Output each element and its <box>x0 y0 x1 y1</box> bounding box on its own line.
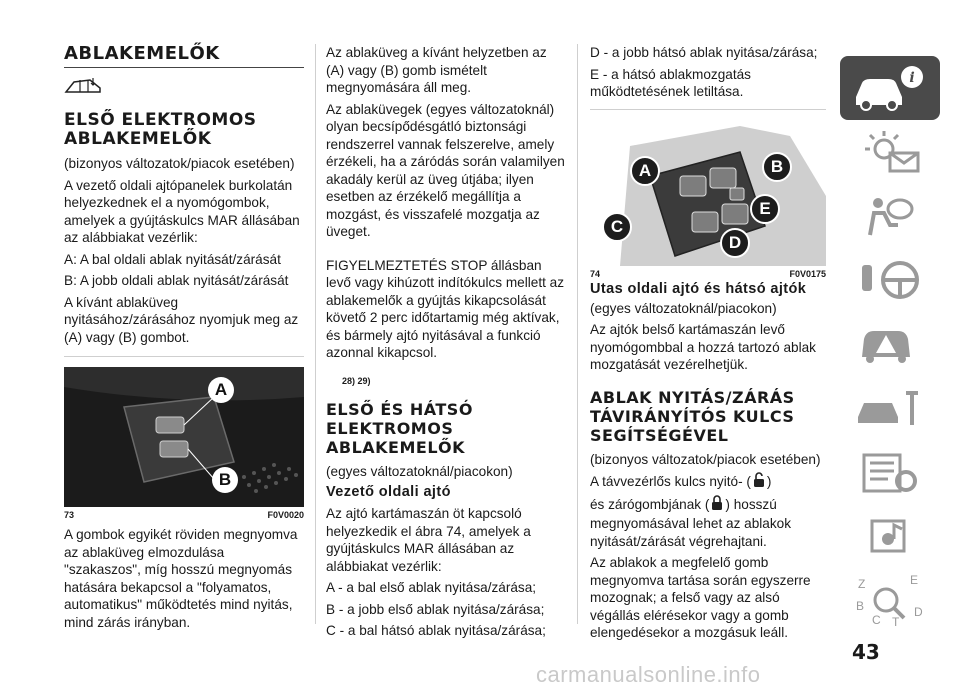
figure-74-image <box>590 116 826 266</box>
steering-wheel-icon <box>848 255 932 305</box>
heading-rule <box>64 67 304 68</box>
paragraph <box>590 495 826 551</box>
sidebar-item-emergency[interactable] <box>840 312 940 376</box>
index-letter: D <box>914 605 923 619</box>
text-fragment: ) <box>766 473 772 489</box>
text-fragment: és zárógombjának ( <box>590 496 710 512</box>
car-info-icon <box>848 63 932 113</box>
windows-icon <box>64 76 304 101</box>
column-divider <box>315 44 316 624</box>
text-fragment: A távvezérlős kulcs nyitó- ( <box>590 473 751 489</box>
section-heading-remote: ABLAK NYITÁS/ZÁRÁS TÁVIRÁNYÍTÓS KULCS SEGÍTSÉGÉVEL <box>590 387 795 445</box>
paragraph: Az ablaküvegek (egyes változatoknál) olyan becsípődésgátló biztonsági rendszerrel vannak felszerelve, amely érzékeli, ha a záródás során valamilyen akadály kerül az üveg útjába; ilyen esetben az érzékelő megállítja a mozgást, és visszafelé mozgatja az üveget. <box>326 101 565 239</box>
sidebar-item-starting[interactable] <box>840 248 940 312</box>
sidebar-item-index[interactable] <box>840 568 940 632</box>
section-heading-front-rear: ELSŐ ÉS HÁTSÓ ELEKTROMOS ABLAKEMELŐK <box>326 399 473 457</box>
paragraph: Az ajtó kartámaszán öt kapcsoló helyezkedik el ábra 74, amelyek a gyújtáskulcs MAR állásában az alábbiakat vezérlik: <box>326 506 531 574</box>
multimedia-icon <box>848 511 932 561</box>
paragraph: A vezető oldali ajtópanelek burkolatán helyezkednek el a nyomógombok, amelyek a gyújtáskulcs MAR állásában az alábbiakat vezérlik: <box>64 177 300 245</box>
sidebar-item-maintenance[interactable] <box>840 376 940 440</box>
sidebar-item-dashboard[interactable] <box>840 120 940 184</box>
airbag-safety-icon <box>848 191 932 241</box>
figure-caption <box>64 510 304 520</box>
page-number: 43 <box>852 640 880 664</box>
figure-number: 74 <box>590 268 601 279</box>
paragraph: (egyes változatoknál/piacokon) <box>326 463 513 479</box>
paragraph: A gombok egyikét röviden megnyomva az ablaküveg elmozdulása "szakaszos", míg hosszú megnyomás hatására bekapcsol a "folyamatos, automatikus" működtetés mind nyitás, mind zárás irányban. <box>64 527 298 630</box>
figure-caption <box>590 269 826 279</box>
technical-data-icon <box>848 447 932 497</box>
figure-73-image <box>64 367 304 507</box>
paragraph: B: A jobb oldali ablak nyitását/zárását <box>64 273 289 288</box>
index-letter: Z <box>858 577 866 591</box>
paragraph: B - a jobb első ablak nyitása/zárása; <box>326 601 545 617</box>
column-divider <box>577 44 578 624</box>
paragraph: E - a hátsó ablakmozgatás működtetésének letiltása. <box>590 66 751 99</box>
callout-b: B <box>212 467 238 493</box>
figure-divider <box>590 109 826 110</box>
paragraph: C - a bal hátsó ablak nyitása/zárása; <box>326 623 546 638</box>
dashboard-lights-icon <box>848 127 932 177</box>
index-letter: E <box>910 573 919 587</box>
warning-triangle-car-icon <box>848 319 932 369</box>
car-wrench-icon <box>848 383 932 433</box>
index-letter: B <box>856 599 865 613</box>
callout-e: E <box>750 194 780 224</box>
figure-code: F0V0175 <box>789 268 826 279</box>
figure-code: F0V0020 <box>267 510 304 520</box>
chapter-sidebar <box>840 56 940 632</box>
sidebar-item-multimedia[interactable] <box>840 504 940 568</box>
chapter-heading: ABLAKEMELŐK <box>64 43 220 64</box>
column-1 <box>64 44 304 635</box>
paragraph: Az ablaküveg a kívánt helyzetben az (A) vagy (B) gomb ismételt megnyomására áll meg. <box>326 45 547 95</box>
paragraph: A: A bal oldali ablak nyitását/zárását <box>64 251 281 267</box>
svg-text:i: i <box>909 70 915 86</box>
callout-a: A <box>630 156 660 186</box>
column-2 <box>326 44 566 644</box>
sidebar-item-technical-data[interactable] <box>840 440 940 504</box>
sidebar-item-safety[interactable] <box>840 184 940 248</box>
watermark: carmanualsonline.info <box>536 662 761 687</box>
index-letter: C <box>872 613 881 627</box>
callout-b: B <box>762 152 792 182</box>
paragraph: D - a jobb hátsó ablak nyitása/zárása; <box>590 45 818 60</box>
callout-a: A <box>208 377 234 403</box>
paragraph: Az ajtók belső kartámaszán levő nyomógombbal a hozzá tartozó ablak mozgatását vezérelhetjük. <box>590 322 816 372</box>
sidebar-item-car-info[interactable] <box>840 56 940 120</box>
callout-c: C <box>602 212 632 242</box>
column-3 <box>590 44 826 646</box>
text-fragment: ) hosszú megnyomásával lehet az ablakok nyitását/zárását végrehajtani. <box>590 496 791 549</box>
index-letter: T <box>892 615 900 628</box>
lock-icon <box>711 495 723 516</box>
alphabetical-index-icon <box>848 572 932 628</box>
paragraph: A - a bal első ablak nyitása/zárása; <box>326 580 537 595</box>
paragraph: (bizonyos változatok/piacok esetében) <box>64 156 295 171</box>
section-heading-front: ELSŐ ELEKTROMOS ABLAKEMELŐK <box>64 110 257 149</box>
subheading-driver-door: Vezető oldali ajtó <box>326 484 451 500</box>
paragraph: A kívánt ablaküveg nyitásához/zárásához nyomjuk meg az (A) vagy (B) gombot. <box>64 294 299 345</box>
paragraph <box>590 472 826 493</box>
paragraph: Az ablakok a megfelelő gomb megnyomva tartása során egyszerre mozognak; a felső vagy az alsó végállás elérésekor vagy a gomb elengedésekor a mozgásuk leáll. <box>590 555 811 640</box>
callout-d: D <box>720 228 750 258</box>
paragraph: (bizonyos változatok/piacok esetében) <box>590 451 821 467</box>
warning-paragraph: FIGYELMEZTETÉS STOP állásban levő vagy kihúzott indítókulcs mellett az ablakemelők a gyújtás kikapcsolását követő 2 perc időtartamig még aktívak, és bármely ajtó nyitásával a funkció azonnal kikapcsol. <box>326 257 565 360</box>
footnote-references: 28) 29) <box>342 375 371 386</box>
paragraph: (egyes változatoknál/piacokon) <box>590 300 777 316</box>
subheading-passenger-doors: Utas oldali ajtó és hátsó ajtók <box>590 280 807 297</box>
figure-number: 73 <box>64 510 75 520</box>
unlock-icon <box>753 472 765 493</box>
figure-divider <box>64 356 304 357</box>
